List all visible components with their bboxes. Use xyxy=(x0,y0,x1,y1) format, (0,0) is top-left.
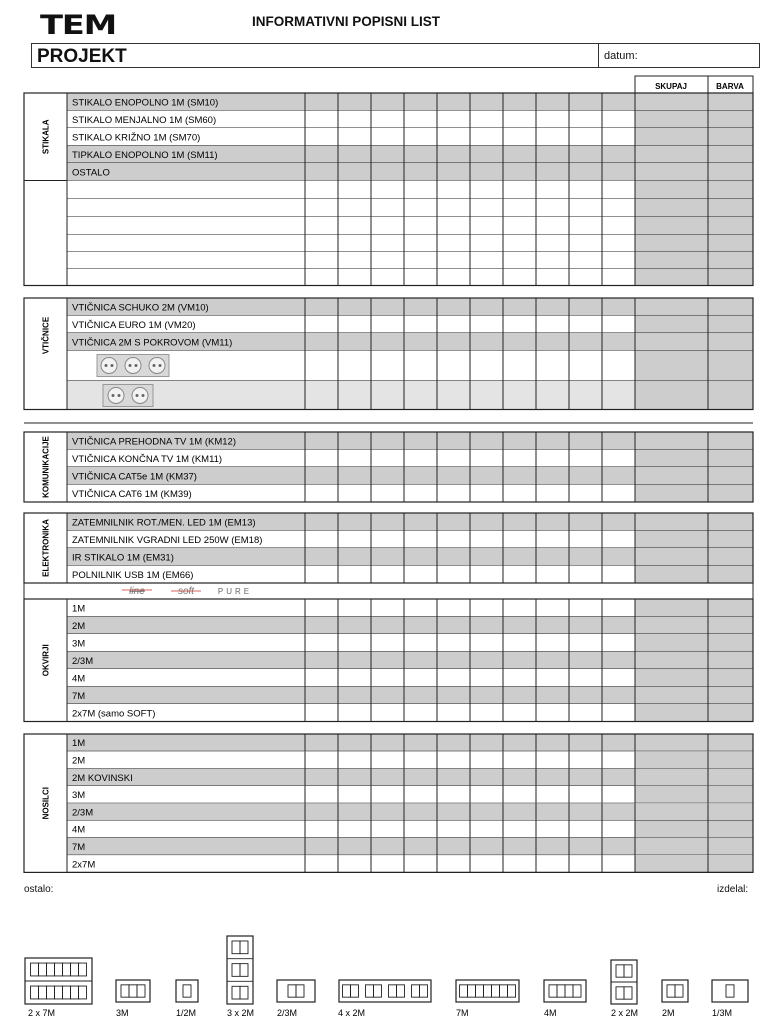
soft-logo: soft xyxy=(177,586,195,597)
table-row[interactable] xyxy=(67,803,753,820)
module-diagrams xyxy=(0,930,768,1024)
diagram-label: 2 x 2M xyxy=(611,1008,639,1018)
item-label: 3M xyxy=(72,790,86,802)
item-label: STIKALO MENJALNO 1M (SM60) xyxy=(72,114,217,126)
table-row[interactable] xyxy=(67,235,753,252)
table-row[interactable] xyxy=(67,687,753,705)
table-row[interactable] xyxy=(67,111,753,129)
module-diagram xyxy=(176,980,198,1018)
table-row[interactable] xyxy=(67,298,753,316)
item-label: VTIČNICA EURO 1M (VM20) xyxy=(72,319,196,331)
module-diagram xyxy=(25,958,92,1018)
module-diagram xyxy=(456,980,519,1018)
item-label: VTIČNICA CAT5e 1M (KM37) xyxy=(72,471,197,483)
module-diagram xyxy=(277,980,315,1018)
item-label: 2/3M xyxy=(72,655,94,667)
table-row[interactable] xyxy=(67,669,753,687)
module-diagram xyxy=(611,960,638,1018)
table-row[interactable] xyxy=(67,269,753,286)
table-row[interactable] xyxy=(67,146,753,164)
komunikacije-category-label: KOMUNIKACIJE xyxy=(41,436,51,498)
table-row[interactable] xyxy=(67,163,753,181)
item-label: STIKALO KRIŽNO 1M (SM70) xyxy=(72,132,201,144)
table-row[interactable] xyxy=(67,467,753,485)
table-row[interactable] xyxy=(67,432,753,450)
module-diagram xyxy=(227,936,254,1018)
table-row[interactable] xyxy=(67,786,753,803)
module-diagram xyxy=(662,980,688,1018)
table-row[interactable] xyxy=(67,316,753,334)
nosilci-category-label: NOSILCI xyxy=(41,786,51,820)
izdelal-label: izdelal: xyxy=(717,884,749,895)
diagram-label: 2/3M xyxy=(277,1008,298,1018)
table-row[interactable] xyxy=(67,181,753,199)
diagram-label: 2M xyxy=(662,1008,675,1018)
table-row[interactable] xyxy=(67,751,753,768)
euro-socket-icon xyxy=(103,385,153,407)
diagram-label: 3M xyxy=(116,1008,129,1018)
table-row[interactable] xyxy=(67,351,753,381)
tem-logo: TEM xyxy=(40,10,116,41)
table-row[interactable] xyxy=(67,485,753,503)
item-label: 2/3M xyxy=(72,807,94,819)
item-label: 2M xyxy=(72,755,86,767)
item-label: OSTALO xyxy=(72,167,110,179)
pure-logo: PURE xyxy=(217,587,253,596)
item-label: 1M xyxy=(72,603,86,615)
module-diagram xyxy=(338,980,431,1018)
diagram-label: 2 x 7M xyxy=(28,1008,56,1018)
item-label: VTIČNICA PREHODNA TV 1M (KM12) xyxy=(72,436,236,448)
table-row[interactable] xyxy=(67,381,753,410)
table-row[interactable] xyxy=(67,838,753,855)
document-title: INFORMATIVNI POPISNI LIST xyxy=(252,14,441,29)
item-label: TIPKALO ENOPOLNO 1M (SM11) xyxy=(72,149,218,161)
datum-label: datum: xyxy=(604,50,638,62)
table-row[interactable] xyxy=(67,548,753,566)
module-diagram xyxy=(544,980,586,1018)
item-label: IR STIKALO 1M (EM31) xyxy=(72,552,174,564)
item-label: STIKALO ENOPOLNO 1M (SM10) xyxy=(72,97,219,109)
item-label: ZATEMNILNIK ROT./MEN. LED 1M (EM13) xyxy=(72,517,256,529)
stikala-category-label: STIKALA xyxy=(41,119,51,155)
diagram-label: 1/2M xyxy=(176,1008,197,1018)
item-label: POLNILNIK USB 1M (EM66) xyxy=(72,569,194,581)
table-row[interactable] xyxy=(67,252,753,269)
column-skupaj: SKUPAJ xyxy=(655,82,687,91)
diagram-label: 3 x 2M xyxy=(227,1008,255,1018)
item-label: 7M xyxy=(72,841,86,853)
module-diagram xyxy=(116,980,150,1018)
table-row[interactable] xyxy=(67,513,753,531)
table-row[interactable] xyxy=(67,634,753,652)
ostalo-label: ostalo: xyxy=(24,884,54,895)
table-row[interactable] xyxy=(67,769,753,786)
table-row[interactable] xyxy=(67,128,753,146)
diagram-label: 4M xyxy=(544,1008,557,1018)
item-label: 2M KOVINSKI xyxy=(72,772,133,784)
table-row[interactable] xyxy=(67,199,753,217)
table-row[interactable] xyxy=(67,855,753,872)
item-label: ZATEMNILNIK VGRADNI LED 250W (EM18) xyxy=(72,534,263,546)
diagram-label: 4 x 2M xyxy=(338,1008,366,1018)
item-label: VTIČNICA SCHUKO 2M (VM10) xyxy=(72,302,209,314)
diagram-label: 7M xyxy=(456,1008,469,1018)
table-row[interactable] xyxy=(67,734,753,751)
table-row[interactable] xyxy=(67,704,753,722)
item-label: 4M xyxy=(72,673,86,685)
projekt-label: PROJEKT xyxy=(37,46,127,67)
item-label: 4M xyxy=(72,824,86,836)
schuko-socket-icon xyxy=(97,355,169,377)
item-label: VTIČNICA CAT6 1M (KM39) xyxy=(72,488,192,500)
item-label: VTIČNICA 2M S POKROVOM (VM11) xyxy=(72,337,233,349)
table-row[interactable] xyxy=(67,531,753,549)
line-logo: line xyxy=(129,586,145,597)
item-label: 2x7M xyxy=(72,859,96,871)
okvirji-category-label: OKVIRJI xyxy=(41,644,51,677)
module-diagram xyxy=(712,980,748,1018)
table-row[interactable] xyxy=(67,617,753,635)
table-row[interactable] xyxy=(67,93,753,111)
table-row[interactable] xyxy=(67,599,753,617)
column-barva: BARVA xyxy=(716,82,744,91)
table-row[interactable] xyxy=(67,821,753,838)
item-label: 2M xyxy=(72,620,86,632)
table-row[interactable] xyxy=(67,217,753,235)
vticnice-category-label: VTIČNICE xyxy=(41,316,51,355)
table-row[interactable] xyxy=(67,450,753,468)
item-label: VTIČNICA KONČNA TV 1M (KM11) xyxy=(72,453,223,465)
elektronika-category-label: ELEKTRONIKA xyxy=(41,519,51,577)
item-label: 7M xyxy=(72,690,86,702)
item-label: 1M xyxy=(72,738,86,750)
table-row[interactable] xyxy=(67,566,753,584)
item-label: 3M xyxy=(72,638,86,650)
diagram-label: 1/3M xyxy=(712,1008,733,1018)
table-row[interactable] xyxy=(67,333,753,351)
table-row[interactable] xyxy=(67,652,753,670)
item-label: 2x7M (samo SOFT) xyxy=(72,708,156,720)
